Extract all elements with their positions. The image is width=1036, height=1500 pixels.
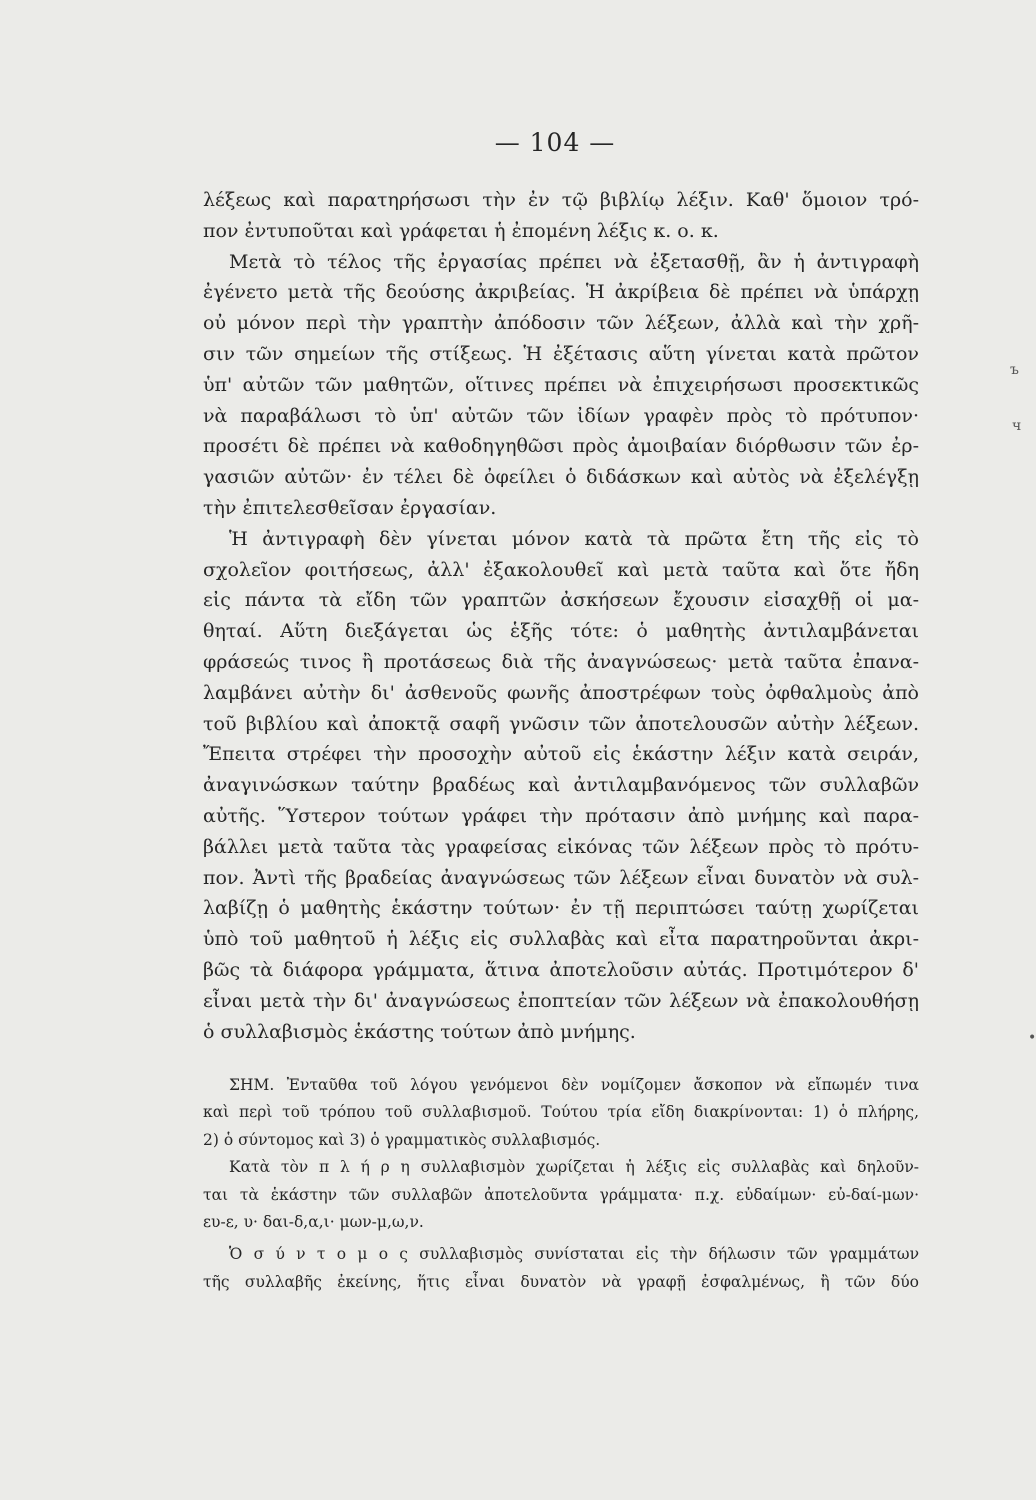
footnote-block [203, 1072, 919, 1296]
text-line: σιν τῶν σημείων τῆς στίξεως. Ἡ ἐξέτασις αὕτη γίνεται κατὰ πρῶτον [203, 342, 919, 365]
note-line: ευ-ε, υ· δαι-δ,α,ι· μων-μ,ω,ν. [203, 1212, 424, 1231]
main-text [203, 185, 919, 1047]
margin-mark: • [1028, 1030, 1036, 1046]
text-line: σχολεῖον φοιτήσεως, ἀλλ' ἐξακολουθεῖ καὶ μετὰ ταῦτα καὶ ὅτε ἤδη [203, 558, 919, 581]
note-line: καὶ περὶ τοῦ τρόπου τοῦ συλλαβισμοῦ. Τούτου τρία εἴδη διακρίνονται: 1) ὁ πλήρης, [203, 1103, 919, 1122]
text-line: λαβίζῃ ὁ μαθητὴς ἑκάστην τούτων· ἐν τῇ περιπτώσει ταύτῃ χωρίζεται [203, 897, 919, 920]
text-line: βάλλει μετὰ ταῦτα τὰς γραφείσας εἰκόνας τῶν λέξεων πρὸς τὸ πρότυ- [203, 835, 919, 858]
text-line: εἶναι μετὰ τὴν δι' ἀναγνώσεως ἐποπτείαν τῶν λέξεων νὰ ἐπακολουθήσῃ [203, 989, 919, 1012]
note-line: Κατὰ τὸν π λ ή ρ η συλλαβισμὸν χωρίζεται ἡ λέξις εἰς συλλαβὰς καὶ δηλοῦν- [229, 1158, 919, 1177]
text-line: βῶς τὰ διάφορα γράμματα, ἅτινα ἀποτελοῦσιν αὐτάς. Προτιμότερον δ' [203, 958, 919, 981]
text-line: τοῦ βιβλίου καὶ ἀποκτᾷ σαφῆ γνῶσιν τῶν ἀποτελουσῶν αὐτὴν λέξεων. [203, 712, 919, 735]
text-line: ὑπὸ τοῦ μαθητοῦ ἡ λέξις εἰς συλλαβὰς καὶ εἶτα παρατηροῦνται ἀκρι- [203, 928, 919, 951]
text-line: προσέτι δὲ πρέπει νὰ καθοδηγηθῶσι πρὸς ἀμοιβαίαν διόρθωσιν τῶν ἐρ- [203, 435, 919, 458]
text-line: φράσεώς τινος ἢ προτάσεως διὰ τῆς ἀναγνώσεως· μετὰ ταῦτα ἐπανα- [203, 650, 919, 673]
text-line: λαμβάνει αὐτὴν δι' ἀσθενοῦς φωνῆς ἀποστρέφων τοὺς ὀφθαλμοὺς ἀπὸ [203, 681, 919, 704]
page-number: — 104 — [494, 128, 616, 157]
text-line: Ἡ ἀντιγραφὴ δὲν γίνεται μόνον κατὰ τὰ πρῶτα ἔτη τῆς εἰς τὸ [229, 527, 919, 550]
text-line: αὐτῆς. Ὕστερον τούτων γράφει τὴν πρότασιν ἀπὸ μνήμης καὶ παρα- [203, 804, 919, 827]
text-line: ὑπ' αὐτῶν τῶν μαθητῶν, οἵτινες πρέπει νὰ ἐπιχειρήσωσι προσεκτικῶς [203, 373, 919, 396]
text-line: θηταί. Αὕτη διεξάγεται ὡς ἑξῆς τότε: ὁ μαθητὴς ἀντιλαμβάνεται [203, 620, 919, 643]
text-line: Ἔπειτα στρέφει τὴν προσοχὴν αὐτοῦ εἰς ἑκάστην λέξιν κατὰ σειράν, [203, 743, 919, 766]
text-line: οὐ μόνον περὶ τὴν γραπτὴν ἀπόδοσιν τῶν λέξεων, ἀλλὰ καὶ τὴν χρῆ- [203, 312, 919, 335]
margin-mark: ъ [1010, 362, 1019, 378]
note-line: ται τὰ ἑκάστην τῶν συλλαβῶν ἀποτελοῦντα γράμματα· π.χ. εὐδαίμων· εὐ-δαί-μων· [203, 1185, 919, 1204]
text-line: ὁ συλλαβισμὸς ἑκάστης τούτων ἀπὸ μνήμης. [203, 1020, 636, 1043]
text-line: τὴν ἐπιτελεσθεῖσαν ἐργασίαν. [203, 496, 497, 519]
text-line: πον. Ἀντὶ τῆς βραδείας ἀναγνώσεως τῶν λέξεων εἶναι δυνατὸν νὰ συλ- [203, 866, 919, 889]
text-line: πον ἐντυποῦται καὶ γράφεται ἡ ἐπομένη λέξις κ. ο. κ. [203, 219, 719, 242]
text-line: ἀναγινώσκων ταύτην βραδέως καὶ ἀντιλαμβανόμενος τῶν συλλαβῶν [203, 774, 919, 797]
margin-mark: ч [1012, 418, 1022, 434]
text-line: Μετὰ τὸ τέλος τῆς ἐργασίας πρέπει νὰ ἐξετασθῇ, ἂν ἡ ἀντιγραφὴ [229, 250, 919, 273]
note-line: ΣΗΜ. Ἐνταῦθα τοῦ λόγου γενόμενοι δὲν νομίζομεν ἄσκοπον νὰ εἴπωμέν τινα [229, 1076, 919, 1094]
text-line: λέξεως καὶ παρατηρήσωσι τὴν ἐν τῷ βιβλίῳ λέξιν. Καθ' ὅμοιον τρό- [203, 189, 919, 211]
note-line: 2) ὁ σύντομος καὶ 3) ὁ γραμματικὸς συλλαβισμός. [203, 1130, 601, 1149]
text-line: γασιῶν αὐτῶν· ἐν τέλει δὲ ὀφείλει ὁ διδάσκων καὶ αὐτὸς νὰ ἐξελέγξῃ [203, 466, 919, 489]
text-line: νὰ παραβάλωσι τὸ ὑπ' αὐτῶν τῶν ἰδίων γραφὲν πρὸς τὸ πρότυπον· [203, 404, 919, 427]
note-line: τῆς συλλαβῆς ἐκείνης, ἥτις εἶναι δυνατὸν νὰ γραφῇ ἐσφαλμένως, ἢ τῶν δύο [203, 1272, 919, 1291]
text-line: ἐγένετο μετὰ τῆς δεούσης ἀκριβείας. Ἡ ἀκρίβεια δὲ πρέπει νὰ ὑπάρχῃ [203, 281, 919, 304]
note-line: Ὁ σ ύ ν τ ο μ ο ς συλλαβισμὸς συνίσταται εἰς τὴν δήλωσιν τῶν γραμμάτων [229, 1245, 919, 1264]
text-line: εἰς πάντα τὰ εἴδη τῶν γραπτῶν ἀσκήσεων ἔχουσιν εἰσαχθῇ οἱ μα- [203, 589, 919, 612]
